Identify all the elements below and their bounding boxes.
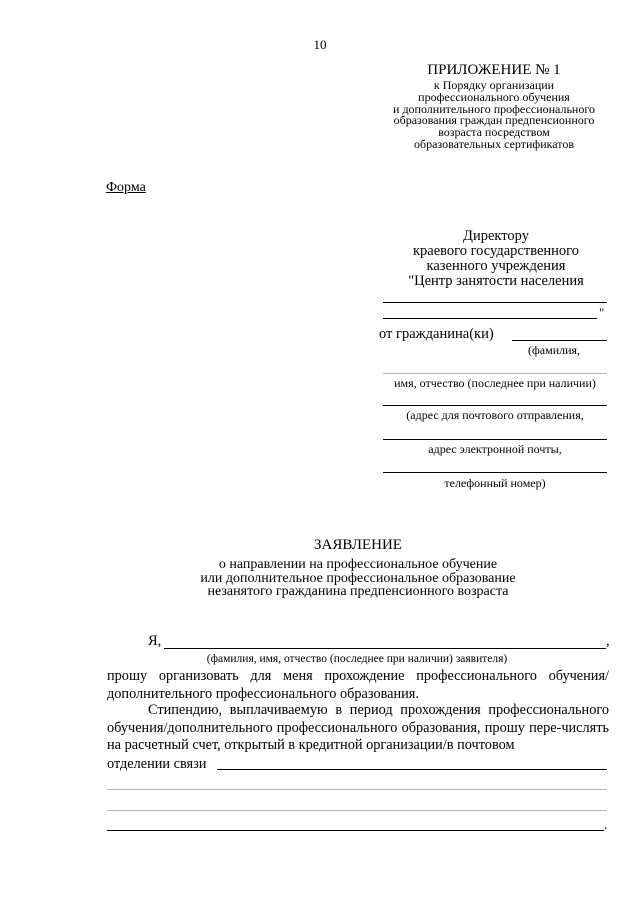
- stipend-text: Стипендию, выплачиваемую в период прохождения профессионального обучения/дополнительного профессионального образования, прошу пере-числять на расчетный счет, открытый в кредитной организации/в почтовом: [107, 702, 609, 754]
- appendix-line: к Порядку организации: [433, 78, 555, 92]
- addressee-line: "Центр занятости населения: [408, 273, 584, 289]
- i-label: Я,: [148, 633, 162, 649]
- appendix-title: ПРИЛОЖЕНИЕ № 1: [427, 62, 561, 78]
- account-line-3[interactable]: [107, 810, 607, 811]
- applicant-caption: (фамилия, имя, отчество (последнее при наличии) заявителя): [206, 653, 508, 665]
- account-line-2[interactable]: [107, 789, 607, 790]
- phone-caption: телефонный номер): [444, 476, 546, 490]
- account-line-4[interactable]: [107, 830, 604, 831]
- statement-subtitle-line: о направлении на профессиональное обучение: [218, 557, 498, 572]
- form-label: Форма: [106, 180, 146, 195]
- center-name-line-1[interactable]: [383, 302, 607, 303]
- comma: ,: [606, 633, 610, 649]
- postal-address-line[interactable]: [383, 405, 607, 406]
- applicant-name-line[interactable]: [164, 648, 606, 649]
- statement-title: ЗАЯВЛЕНИЕ: [314, 537, 402, 553]
- email-line[interactable]: [383, 439, 607, 440]
- statement-subtitle-line: незанятого гражданина предпенсионного возраста: [207, 584, 509, 600]
- page-number: 10: [313, 37, 327, 52]
- appendix-line: образовательных сертификатов: [413, 136, 575, 151]
- appendix-line: возраста посредством: [438, 125, 550, 140]
- addressee-block: [378, 229, 614, 289]
- final-period: .: [604, 818, 608, 833]
- closing-quote: ": [599, 305, 605, 320]
- postal-address-caption: (адрес для почтового отправления,: [406, 408, 584, 422]
- name-caption: имя, отчество (последнее при наличии): [394, 376, 596, 390]
- account-line-1[interactable]: [217, 769, 607, 770]
- appendix-line: и дополнительного профессионального: [393, 101, 595, 116]
- addressee-line: казенного учреждения: [426, 258, 566, 274]
- communication-label: отделении связи: [107, 756, 207, 772]
- addressee-line: Директору: [463, 228, 529, 244]
- addressee-line: краевого государственного: [412, 243, 580, 259]
- statement-subtitle-line: или дополнительное профессиональное образование: [200, 570, 516, 586]
- center-name-line-2[interactable]: [383, 318, 597, 319]
- appendix-line: образования граждан предпенсионного: [393, 113, 595, 128]
- name-field-line[interactable]: [383, 373, 607, 374]
- surname-caption: (фамилия,: [528, 343, 581, 357]
- phone-line[interactable]: [383, 472, 607, 473]
- stipend-paragraph: [107, 702, 609, 755]
- surname-field-line[interactable]: [512, 340, 607, 341]
- email-caption: адрес электронной почты,: [428, 442, 562, 456]
- appendix-line: профессионального обучения: [418, 89, 570, 104]
- request-paragraph: прошу организовать для меня прохождение профессионального обучения/ дополнительного профессионального образования.: [107, 668, 609, 702]
- statement-subtitle: [0, 558, 640, 599]
- appendix-description: [378, 80, 610, 151]
- from-citizen-label: от гражданина(ки): [379, 326, 494, 342]
